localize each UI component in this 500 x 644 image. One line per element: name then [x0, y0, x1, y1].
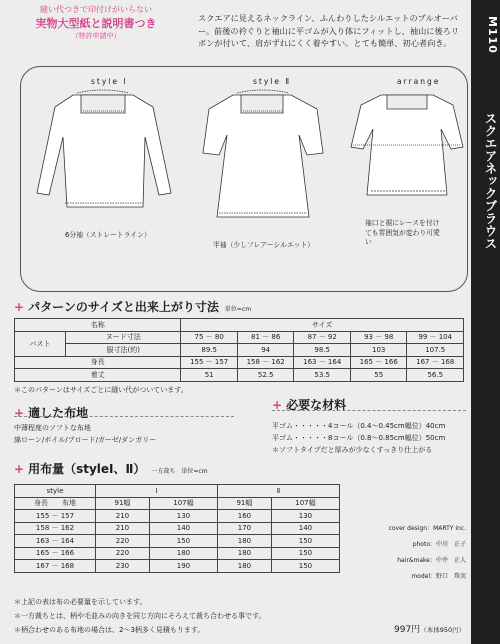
price: 997円（本体950円） [394, 625, 466, 635]
yardage-note-1: ＊上記の表は布の必要量を示しています。 [14, 598, 147, 606]
table-row: 165 － 166 220 180 180 150 [15, 547, 340, 560]
style2-blouse-icon [203, 90, 323, 217]
yardage-note-2: ＊一方裁ちとは、柄や毛並みの向きを同じ方向にそろえて裁ち合わせる事です。 [14, 612, 266, 620]
table-row: 155 － 157 210 130 160 130 [15, 510, 340, 523]
fabric-section-heading: + 適した布地 [14, 406, 89, 420]
nude-cell: 87 － 92 [294, 331, 351, 344]
finished-cell: 107.5 [407, 344, 464, 357]
height-fabric-header: 身長 布地 [15, 497, 96, 510]
size-table [14, 318, 464, 382]
pattern-code: M110 [486, 16, 499, 54]
finished-cell: 103 [350, 344, 407, 357]
width-107: 107幅 [271, 497, 339, 510]
style1-caption: 6分袖（ストレートライン） [65, 231, 151, 239]
plus-mark-icon: + [14, 300, 25, 314]
yardage-table [14, 484, 340, 573]
materials-section-heading: + 必要な材料 [272, 398, 347, 412]
style2-label: style Ⅱ [253, 77, 292, 86]
style1-header: Ⅰ [96, 485, 218, 498]
size-note: ＊このパターンはサイズごとに縫い代がついています。 [14, 386, 188, 394]
height-cell: 163 － 164 [294, 356, 351, 369]
nude-label: ヌード寸法 [66, 331, 181, 344]
height-cell: 165 － 166 [350, 356, 407, 369]
plus-mark-icon: + [14, 462, 25, 476]
col-name: 名称 [15, 319, 181, 332]
sidebar-band [471, 0, 500, 644]
note-line-3: （特許申請中） [71, 32, 121, 40]
length-label: 着丈 [15, 369, 181, 382]
blouse-drawings [21, 67, 467, 291]
table-row: 158 － 162 210 140 170 140 [15, 522, 340, 535]
nude-cell: 81 － 86 [237, 331, 294, 344]
width-91: 91幅 [96, 497, 150, 510]
fabric-line-1: 中薄程度のソフトな布地 [14, 424, 91, 432]
height-label: 身長 [15, 356, 181, 369]
bust-label: バスト [15, 331, 66, 356]
style1-blouse-icon [37, 90, 171, 207]
credit-hair: hair&make：中井 正人 [397, 557, 466, 564]
nude-cell: 99 － 104 [407, 331, 464, 344]
finished-cell: 98.5 [294, 344, 351, 357]
note-line-1: 縫い代つきで印付けがいらない [40, 5, 152, 14]
finished-label: 服寸法(約) [66, 344, 181, 357]
table-row: 167 － 168 230 190 180 150 [15, 560, 340, 573]
pattern-title: スクエアネックブラウス [483, 112, 498, 250]
credit-model: model：野口 珠実 [411, 573, 466, 580]
length-cell: 52.5 [237, 369, 294, 382]
fabric-line-2: 綿ローン/ボイル/ブロード/ガーゼ/ダンガリー [14, 436, 157, 444]
finished-cell: 94 [237, 344, 294, 357]
length-cell: 55 [350, 369, 407, 382]
col-size: サイズ [181, 319, 464, 332]
arrange-caption: 袖口と裾にレースを付けても雰囲気が変わり可愛い [365, 219, 440, 247]
size-section-heading: + パターンのサイズと出来上がり寸法 単位=cm [14, 300, 252, 314]
height-cell: 158 － 162 [237, 356, 294, 369]
materials-divider [272, 410, 466, 411]
note-line-2: 実物大型紙と説明書つき [35, 17, 157, 30]
fabric-divider [14, 416, 234, 417]
intro-text: スクエアに見えるネックライン、ふんわりしたシルエットのプルオーバー。前後の衿ぐりと袖山に平ゴムが入り体にフィットし、袖山に後ろリボンが付いて、肩がずれにくく着やすい。とても簡単、初心者向き。 [198, 13, 460, 49]
nude-cell: 93 － 98 [350, 331, 407, 344]
style2-caption: 半袖（少しフレアーシルエット） [213, 241, 315, 249]
yardage-section-heading: + 用布量（styleⅠ、Ⅱ） 一方裁ち 単位=cm [14, 462, 208, 476]
height-cell: 167 － 168 [407, 356, 464, 369]
plus-mark-icon: + [14, 406, 25, 420]
length-cell: 56.5 [407, 369, 464, 382]
plus-mark-icon: + [272, 398, 283, 412]
style-header: style [15, 485, 96, 498]
nude-cell: 75 － 80 [181, 331, 238, 344]
length-cell: 53.5 [294, 369, 351, 382]
illustration-panel [20, 66, 468, 292]
length-cell: 51 [181, 369, 238, 382]
materials-line-2: 平ゴム・・・・・8コール（0.8〜0.85cm幅位）50cm [272, 434, 446, 442]
height-cell: 155 － 157 [181, 356, 238, 369]
finished-cell: 89.5 [181, 344, 238, 357]
materials-line-1: 平ゴム・・・・・4コール（0.4〜0.45cm幅位）40cm [272, 422, 446, 430]
style2-header: Ⅱ [217, 485, 339, 498]
width-91: 91幅 [217, 497, 271, 510]
materials-note: ＊ソフトタイプだと厚みが少なくすっきり仕上がる [272, 446, 433, 454]
arrange-label: arrange [397, 77, 441, 86]
table-row: 163 － 164 220 150 180 150 [15, 535, 340, 548]
pattern-feature-note [10, 4, 182, 64]
style1-label: style Ⅰ [91, 77, 128, 86]
width-107: 107幅 [149, 497, 217, 510]
credit-cover: cover design：MARTY inc. [388, 525, 466, 532]
credit-photo: photo：中川 正子 [412, 541, 466, 548]
yardage-note-3: ＊柄合わせのある布地の場合は、2〜3柄多く見積もります。 [14, 626, 205, 634]
arrange-blouse-icon [351, 95, 463, 195]
